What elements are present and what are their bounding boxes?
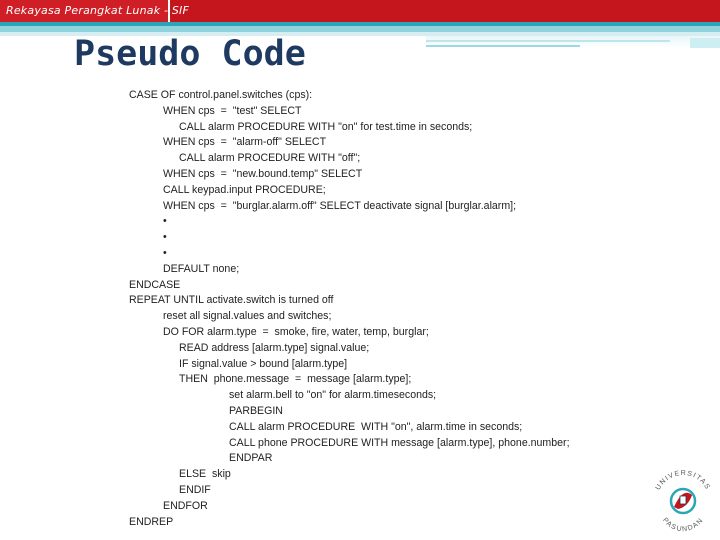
code-line: set alarm.bell to "on" for alarm.timeseconds; xyxy=(229,389,437,402)
code-line: CALL alarm PROCEDURE WITH "off"; xyxy=(179,152,361,165)
course-title: Rekayasa Perangkat Lunak - SIF xyxy=(6,4,189,17)
code-line: WHEN cps = "test" SELECT xyxy=(163,104,302,117)
code-line: WHEN cps = "new.bound.temp" SELECT xyxy=(163,168,363,180)
header-bar xyxy=(0,0,720,22)
code-line: CALL alarm PROCEDURE WITH "on", alarm.time in seconds; xyxy=(229,420,523,433)
code-line: ENDPAR xyxy=(229,452,273,465)
decorative-rule xyxy=(690,38,720,48)
code-line: • xyxy=(163,231,167,244)
code-line: • xyxy=(163,247,167,259)
code-line: DO FOR alarm.type = smoke, fire, water, temp, burglar; xyxy=(163,326,429,338)
decorative-rule xyxy=(426,45,580,47)
code-line: CALL alarm PROCEDURE WITH "on" for test.time in seconds; xyxy=(179,120,473,133)
code-line: CASE OF control.panel.switches (cps): xyxy=(129,89,313,101)
university-seal-icon xyxy=(648,463,718,535)
code-line: CALL keypad.input PROCEDURE; xyxy=(163,183,326,196)
code-line: WHEN cps = "burglar.alarm.off" SELECT deactivate signal [burglar.alarm]; xyxy=(163,199,517,212)
code-line: ENDREP xyxy=(129,515,174,528)
svg-text:PASUNDAN: PASUNDAN xyxy=(661,516,705,534)
code-line: WHEN cps = "alarm-off" SELECT xyxy=(163,136,327,149)
code-line: READ address [alarm.type] signal.value; xyxy=(179,341,370,354)
code-line: reset all signal.values and switches; xyxy=(163,310,332,323)
code-line: ENDFOR xyxy=(163,499,208,512)
code-line: PARBEGIN xyxy=(229,405,283,417)
svg-text:UNIVERSITAS: UNIVERSITAS xyxy=(654,469,712,492)
code-line: CALL phone PROCEDURE WITH message [alarm.type], phone.number; xyxy=(229,436,570,449)
code-line: ENDIF xyxy=(179,484,211,496)
code-line: ENDCASE xyxy=(129,278,181,291)
decorative-rule xyxy=(426,40,670,42)
code-line: THEN phone.message = message [alarm.type]; xyxy=(179,373,412,386)
code-line: • xyxy=(163,215,167,228)
code-line: IF signal.value > bound [alarm.type] xyxy=(179,357,348,370)
code-line: REPEAT UNTIL activate.switch is turned off xyxy=(129,294,334,307)
slide-title: Pseudo Code xyxy=(74,34,306,74)
code-line: DEFAULT none; xyxy=(163,262,240,275)
code-line: ELSE skip xyxy=(179,468,231,481)
